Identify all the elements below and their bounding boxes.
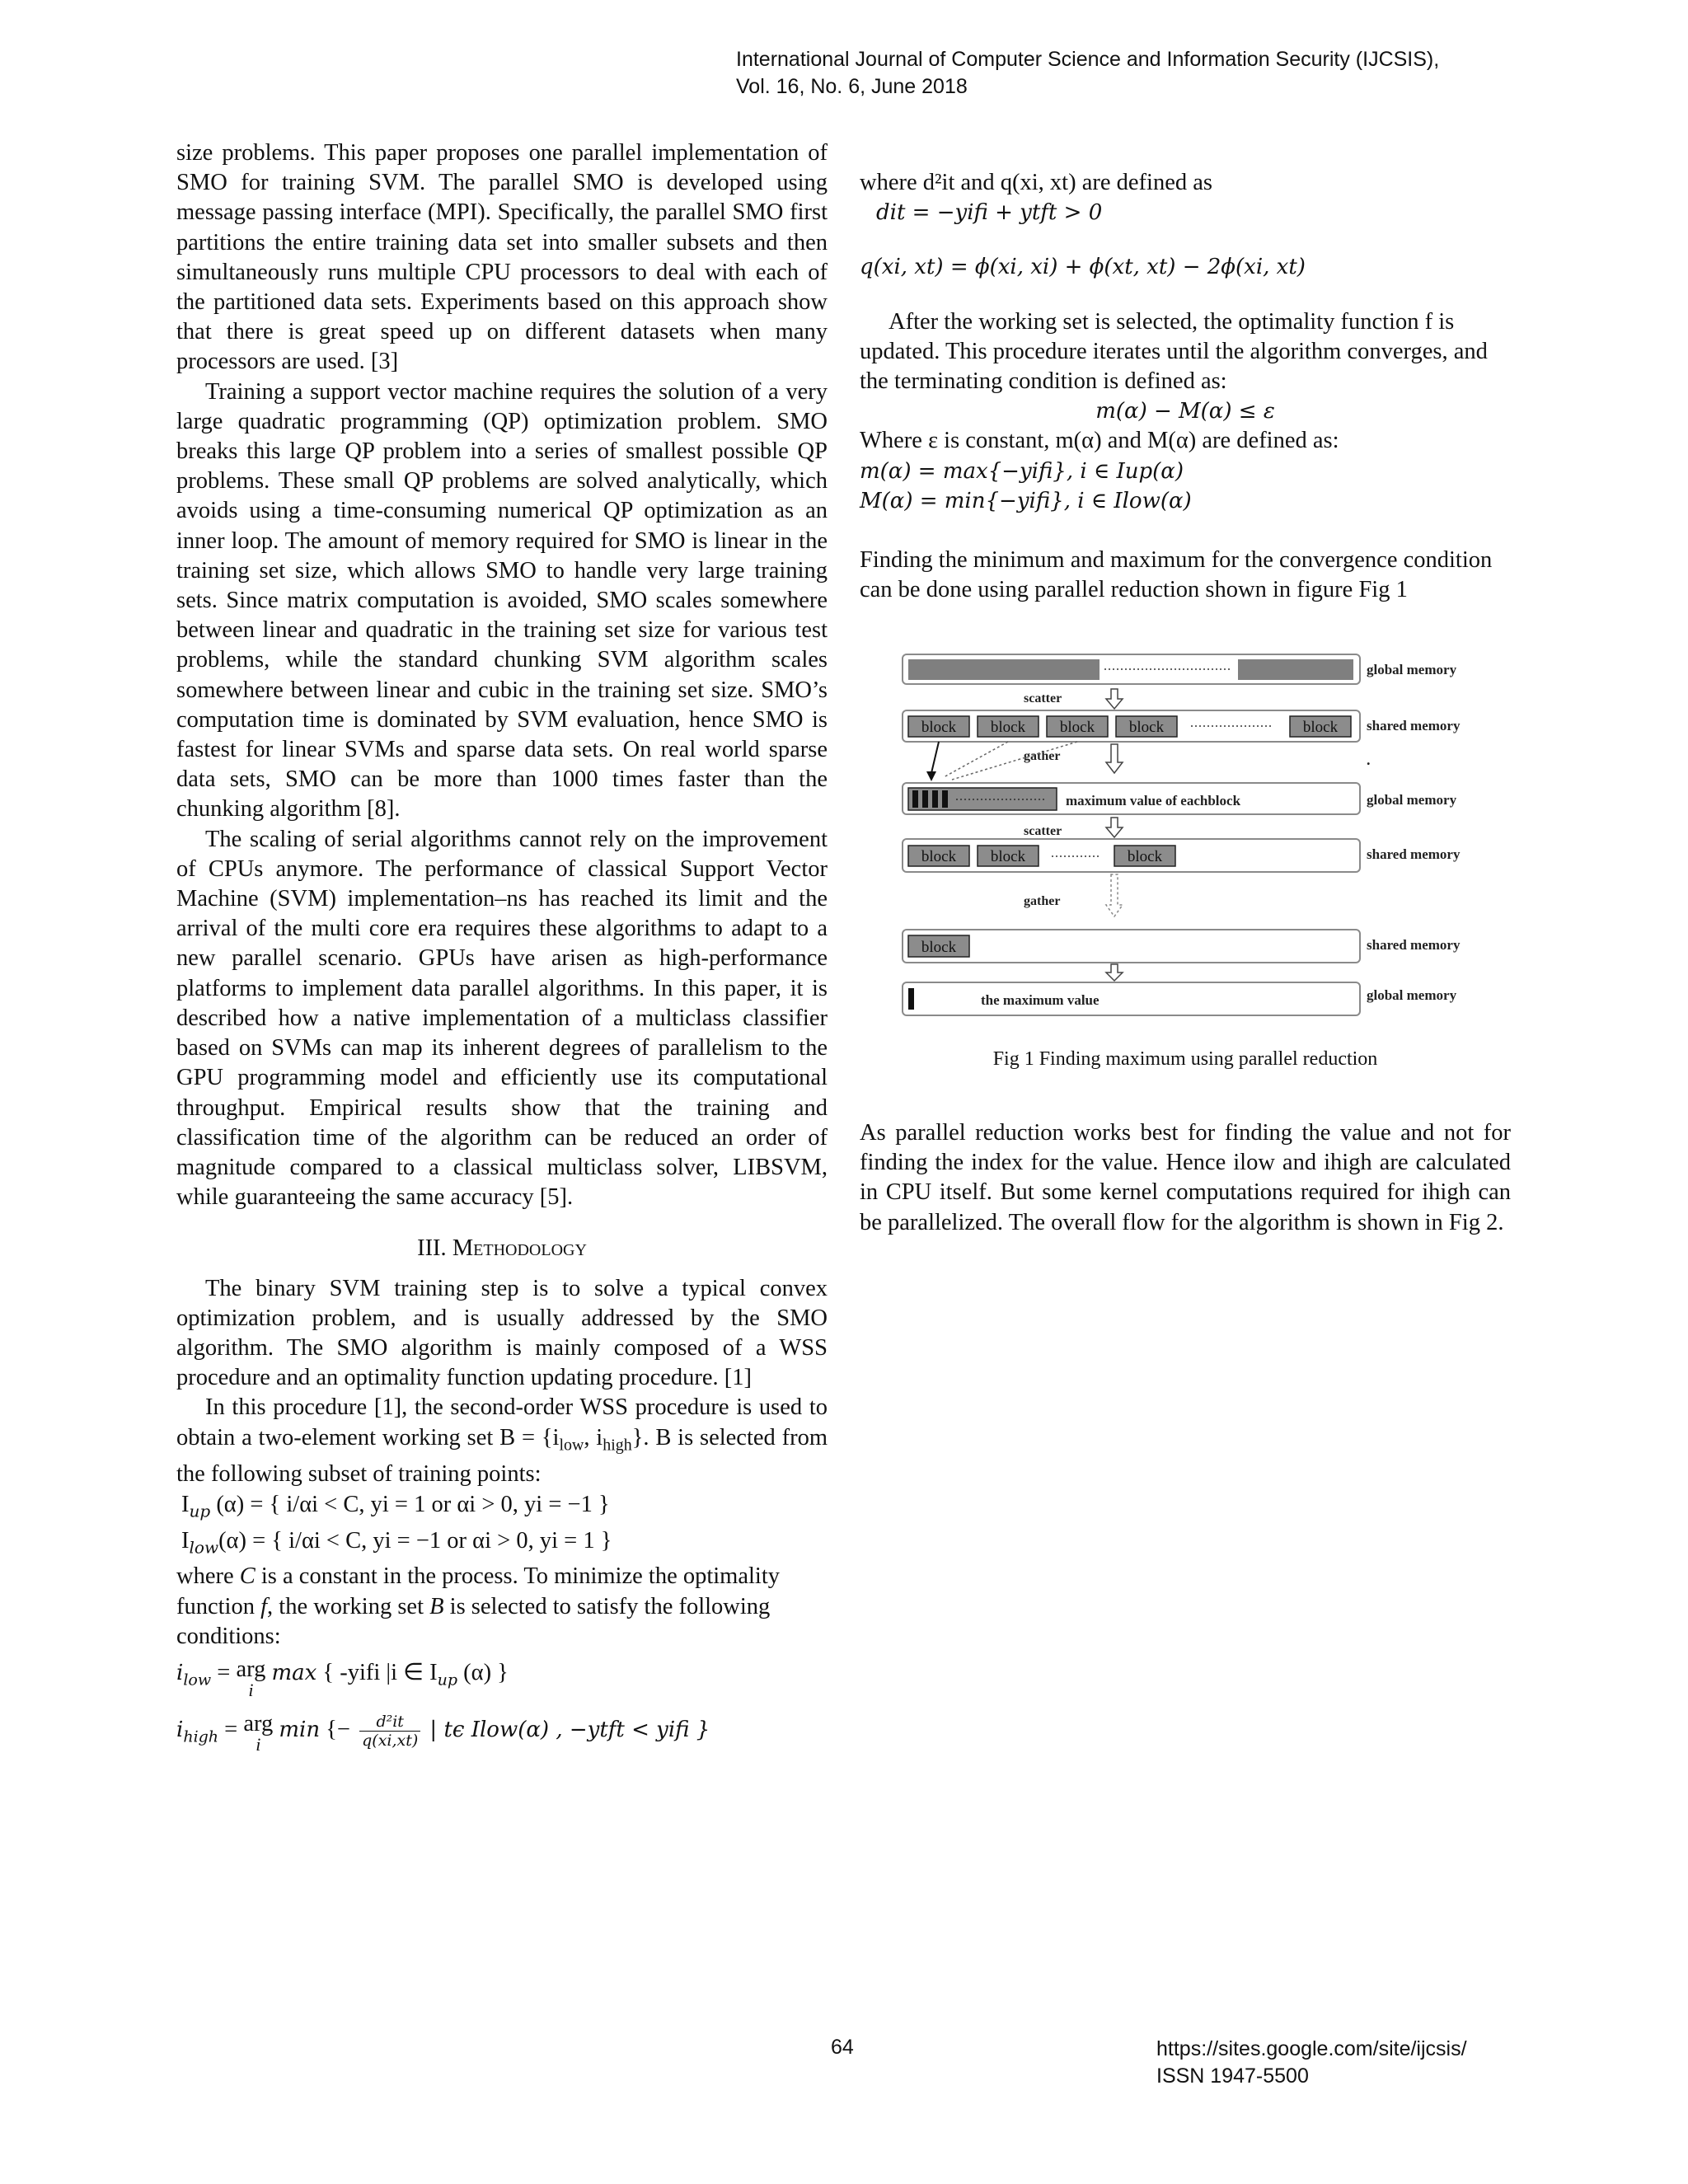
block-3: block [1059,719,1095,736]
paragraph-where-c: where C is a constant in the process. To minimize the optimality function f, the working set B is selected to satisfy the following conditions: [176,1563,781,1649]
label-global-memory-2: global memory [1367,792,1457,808]
svg-text:block: block [921,848,957,865]
figure-parallel-reduction [898,649,1484,1024]
label-scatter-1: scatter [1024,691,1062,705]
arrow-gather-1 [1106,744,1123,773]
label-scatter-2: scatter [1024,824,1062,838]
label-shared-memory-2: shared memory [1367,846,1461,862]
label-global-memory-1: global memory [1367,662,1457,677]
set-ilow-definition: $I_{low}(\alpha)$ = { i/αi < C, yi = −1 or αi > 0, yi = 1 } [181,1527,612,1558]
equation-q: q(xi, xt) = ϕ(xi, xi) + ϕ(xt, xt) − 2ϕ(xi, xt) [860,255,1306,280]
arrow-gather-2 [1106,874,1123,916]
paragraph-binary-svm: The binary SVM training step is to solve a typical convex optimization problem, and is usually addressed by the SMO algorithm. The SMO algorithm is mainly composed of a WSS procedure and an optimality function updating procedure. [1] [176,1275,828,1391]
paragraph-training-svm: Training a support vector machine requires the solution of a very large quadratic programming (QP) optimization problem. SMO breaks this large QP problem into a series of smallest possible QP problems. These small QP problems are solved analytically, which avoids using a time-consuming numerical QP optimization as an inner loop. The amount of memory required for SMO is linear in the training set size, which allows SMO to handle very large training sets. Since matrix computation is avoided, SMO scales somewhere between linear and quadratic in the training set size for various test problems, while the standard chunking SVM algorithm scales somewhere between linear and cubic in the training set size. SMO’s computation time is dominated by SVM evaluation, hence SMO is fastest for linear SVMs and sparse data sets. On real world sparse data sets, SMO can be more than 1000 times faster than the chunking algorithm [8]. [176,378,828,823]
footer-url-block [1156,2036,1467,2090]
journal-header-line2: Vol. 16, No. 6, June 2018 [736,75,968,98]
figure-caption: Fig 1 Finding maximum using parallel reduction [992,1048,1378,1070]
svg-text:block: block [921,939,957,956]
label-max-each-block: maximum value of eachblock [1066,793,1241,808]
set-iup-definition: $I_{up}$ (α) = { i/αi < C, yi = 1 or αi > 0, yi = −1 } [181,1491,610,1521]
paragraph-parallel-reduction: As parallel reduction works best for finding the value and not for finding the index for the value. Hence ilow and ihigh are calculated in CPU itself. But some kernel computations required for ihigh can be parallelized. The overall flow for the algorithm is shown in Fig 2. [860,1120,1511,1235]
arrow-scatter-1 [1106,689,1123,709]
row-shared-memory-3 [903,930,1461,963]
row-shared-memory-2 [903,839,1461,872]
label-gather-2: gather [1024,894,1061,908]
svg-text:block: block [1127,848,1163,865]
page-number: 64 [831,2036,854,2059]
arrow-scatter-2 [1106,818,1123,837]
equation-M-alpha: M(α) = min{−yifi}, i ∈ Ilow(α) [860,488,1192,513]
paragraph-wss-procedure: In this procedure [1], the second-order WSS procedure is used to obtain a two-element working set $B = \{i_{low}$, $i_{high}$}. B is selected from the following subset of training points: [176,1394,828,1488]
journal-header-line1: International Journal of Computer Science and Information Security (IJCSIS), [736,48,1440,71]
right-column [860,138,1511,605]
equation-i-high: $i_{high}$ = arg i min {− $\frac{\text{d²it}}{q(xi,xt)}$ | tϵ Ilow(α) , −ytft < yifi } [176,1711,710,1755]
where-epsilon-line: Where ε is constant, m(α) and M(α) are defined as: [860,428,1339,454]
label-global-memory-3: global memory [1367,987,1457,1003]
row-global-memory-3 [903,982,1457,1015]
block-1: block [921,719,957,736]
left-column [176,138,828,1754]
equation-i-low: $i_{low}$ = arg i max { -yifi |i ∈ $I_{up}$ (α) } [176,1657,509,1701]
paragraph-finding-min-max: Finding the minimum and maximum for the convergence condition can be done using parallel reduction shown in figure Fig 1 [860,547,1493,603]
section-heading-methodology: III. Methodology [417,1235,587,1262]
equation-d-it: dit = −yifi + ytft > 0 [876,200,1103,226]
row-global-memory-2 [903,783,1457,814]
journal-url: https://sites.google.com/site/ijcsis/ [1156,2037,1467,2060]
block-n: block [1302,719,1339,736]
row-global-memory-1 [903,654,1457,684]
svg-text:block: block [990,848,1026,865]
issn: ISSN 1947-5500 [1156,2064,1309,2088]
where-d-q-line: where d²it and q(xi, xt) are defined as [860,170,1212,195]
svg-text:.: . [1367,752,1371,768]
right-column-lower [860,1118,1511,1238]
paragraph-scaling: The scaling of serial algorithms cannot rely on the improvement of CPUs anymore. The performance of classical Support Vector Machine (SVM) implementation–ns has reached its limit and the arrival of the multi core era requires these algorithms to adapt to a new parallel scenario. GPUs have arisen as high-performance platforms to implement data parallel algorithms. In this paper, it is described how a native implementation of a multiclass classifier based on SVMs can map its inherent degrees of parallelism to the GPU programming model and efficiently use its computational throughput. Empirical results show that the training and classification time of the algorithm can be reduced an order of magnitude compared to a classical multiclass solver, LIBSVM, while guaranteeing the same accuracy [5]. [176,826,828,1211]
row-shared-memory-1 [903,710,1461,742]
block-4: block [1128,719,1165,736]
journal-header [736,46,1439,101]
paragraph-after-working-set: After the working set is selected, the optimality function f is updated. This procedure iterates until the algorithm converges, and the terminating condition is defined as: [860,308,1488,395]
fraction-d-over-q: $\frac{\text{d²it}}{q(xi,xt)}$ [359,1713,420,1750]
equation-terminating: m(α) − M(α) ≤ ε [1095,399,1275,424]
label-shared-memory-3: shared memory [1367,937,1461,953]
paragraph-parallel-smo: size problems. This paper proposes one parallel implementation of SMO for training SVM. The parallel SMO is developed using message passing interface (MPI). Specifically, the parallel SMO first partitions the entire training data set into smaller subsets and then simultaneously runs multiple CPU processors to deal with each of the partitioned data sets. Experiments based on this approach show that there is great speed up on different datasets when many processors are used. [3] [176,140,828,375]
label-shared-memory-1: shared memory [1367,718,1461,733]
equation-m-alpha: m(α) = max{−yifi}, i ∈ Iup(α) [860,458,1184,484]
block-2: block [990,719,1026,736]
label-the-maximum-value: the maximum value [981,992,1100,1008]
label-gather-1: gather [1024,749,1061,763]
